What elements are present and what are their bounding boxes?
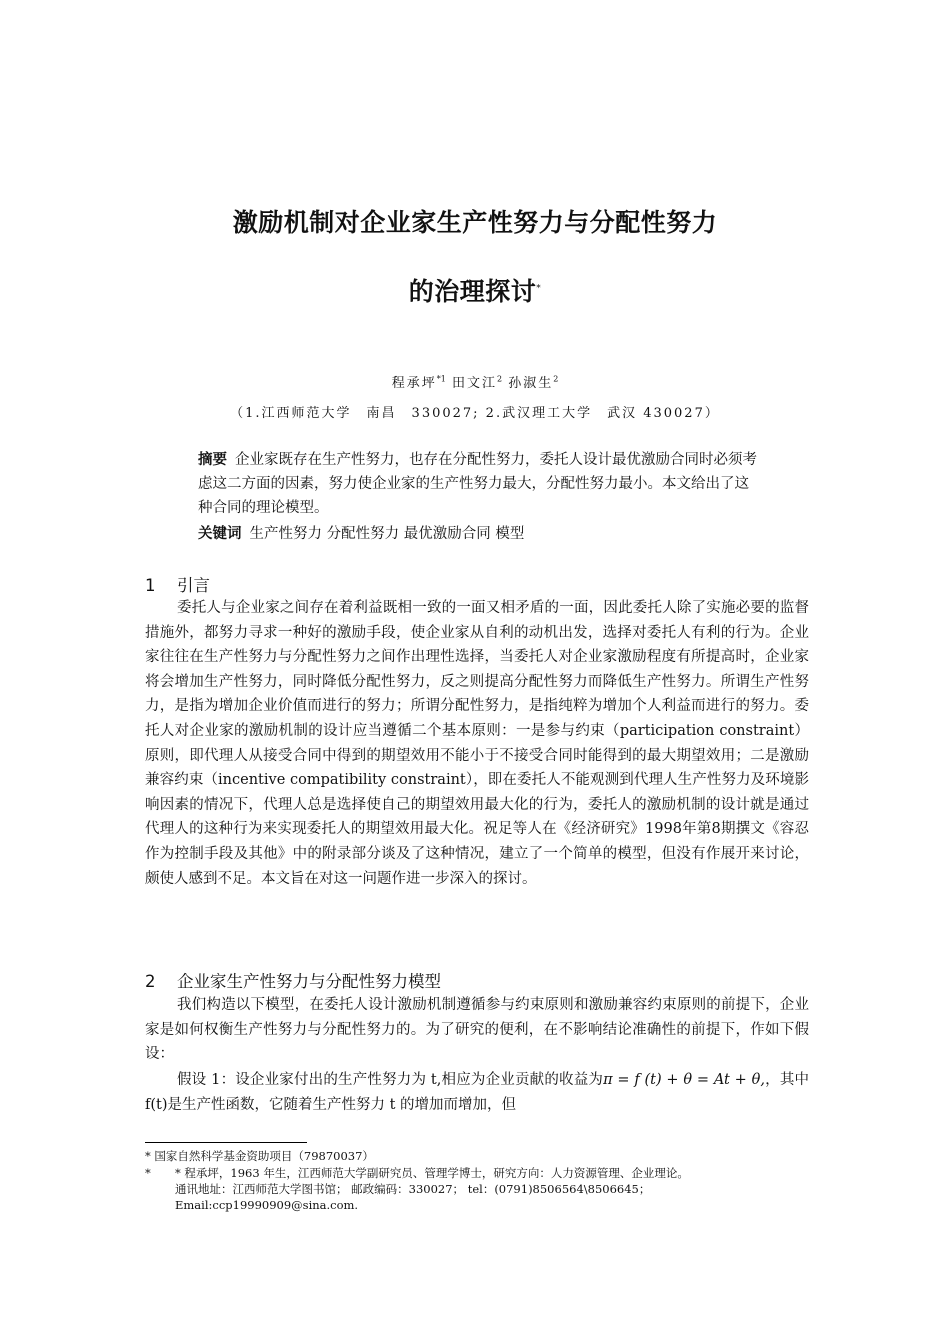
section-2-number: 2 [145,972,156,991]
footnote-author-line-3: Email:ccp19990909@sina.com. [175,1198,359,1212]
keywords-label: 关键词 [198,526,242,542]
footnote-rule [145,1142,307,1143]
author-2-sup: 2 [496,374,503,384]
footnote-author [145,1165,825,1212]
section-2-heading [145,968,441,992]
assumption-1-text: 假设 1：设企业家付出的生产性努力为 t,相应为企业贡献的收益为 [177,1072,604,1088]
affiliation: （1.江西师范大学 南昌 330027; 2.武汉理工大学 武汉 430027） [230,406,720,421]
abstract [198,448,758,520]
section-2-body: 我们构造以下模型，在委托人设计激励机制遵循参与约束原则和激励兼容约束原则的前提下，企业家是如何权衡生产性努力与分配性努力的。为了研究的便利，在不影响结论准确性的前提下，作如下假设： [145,997,809,1063]
assumption-1 [145,1068,809,1117]
abstract-label: 摘要 [198,452,227,468]
section-1-number: 1 [145,576,156,595]
footnote-funding: * 国家自然科学基金资助项目（79870037） [145,1149,374,1163]
paper-title-line-1: 激励机制对企业家生产性努力与分配性努力 [232,208,718,237]
keywords [198,522,758,546]
footnote-author-line-1: * 程承坪，1963 年生，江西师范大学副研究员、管理学博士，研究方向：人力资源管理、企业理论。 [175,1166,689,1180]
section-2-title: 企业家生产性努力与分配性努力模型 [177,972,441,991]
footnote-author-body [175,1165,815,1213]
section-1-body: 委托人与企业家之间存在着利益既相一致的一面又相矛盾的一面，因此委托人除了实施必要的监督措施外，都努力寻求一种好的激励手段，使企业家从自利的动机出发，选择对委托人有利的行为。企业家往往在生产性努力与分配性努力之间作出理性选择，当委托人对企业家激励程度有所提高时，企业家将会增加生产性努力，同时降低分配性努力，反之则提高分配性努力而降低生产性努力。所谓生产性努力，是指为增加企业价值而进行的努力；所谓分配性努力，是指纯粹为增加个人利益而进行的努力。委托人对企业家的激励机制的设计应当遵循二个基本原则：一是参与约束（participation constraint）原则，即代理人从接受合同中得到的期望效用不能小于不接受合同时能得到的最大期望效用；二是激励兼容约束（incentive compatibility constraint），即在委托人不能观测到代理人生产性努力及环境影响因素的情况下，代理人总是选择使自己的期望效用最大化的行为，委托人的激励机制的设计就是通过代理人的这种行为来实现委托人的期望效用最大化。祝足等人在《经济研究》1998年第8期撰文《容忍作为控制手段及其他》中的附录部分谈及了这种情况，建立了一个简单的模型，但没有作展开来讨论，颇使人感到不足。本文旨在对这一问题作进一步深入的探讨。 [145,600,809,887]
author-3: 孙淑生 [508,376,554,391]
abstract-text: 企业家既存在生产性努力，也存在分配性努力，委托人设计最优激励合同时必须考虑这二方面的因素，努力使企业家的生产性努力最大，分配性努力最小。本文给出了这种合同的理论模型。 [198,452,757,516]
section-1-title: 引言 [177,576,210,595]
author-1: 程承坪 [391,376,437,391]
paper-title-line-2 [0,272,950,308]
footnote-author-line-2: 通讯地址：江西师范大学图书馆； 邮政编码：330027； tel：(0791)8506564\8506645； [175,1182,651,1196]
section-1-heading [145,572,210,596]
author-1-sup: *1 [436,374,446,384]
footnote-author-mark: * [145,1166,151,1180]
paper-title-line-2-text: 的治理探讨 [408,277,537,306]
assumption-1-tail: ，其中 f(t)是生产性函数，它随着生产性努力 t 的增加而增加，但 [145,1072,810,1113]
author-3-sup: 2 [553,374,559,384]
revenue-formula: π = f (t) + θ = At + θ, [603,1072,765,1088]
author-list [0,372,950,391]
author-2: 田文江 [451,376,497,391]
keywords-text: 生产性努力 分配性努力 最优激励合同 模型 [249,526,525,542]
title-footnote-mark: * [536,283,542,294]
